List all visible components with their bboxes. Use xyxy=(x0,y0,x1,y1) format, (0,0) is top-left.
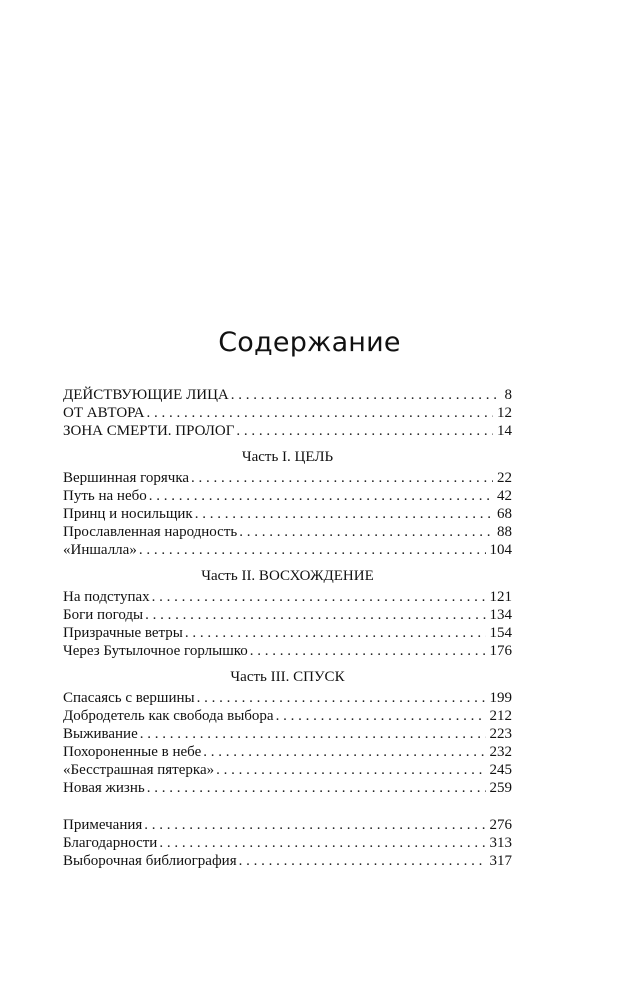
toc-entry-page: 232 xyxy=(489,744,512,760)
toc-entry-title: ОТ АВТОРА xyxy=(63,405,145,421)
toc-entry-page: 88 xyxy=(497,524,512,540)
dot-leader xyxy=(144,816,485,834)
toc-entry[interactable] xyxy=(63,523,512,541)
toc-entry-title: Выживание xyxy=(63,726,138,742)
toc-entry[interactable] xyxy=(63,816,512,834)
toc-entry-title: Выборочная библиография xyxy=(63,853,237,869)
toc-entry-title: На подступах xyxy=(63,589,150,605)
part-heading: Часть I. ЦЕЛЬ xyxy=(241,449,334,465)
dot-leader xyxy=(236,422,493,440)
toc-entry[interactable] xyxy=(63,487,512,505)
dot-leader xyxy=(145,606,485,624)
section-spacer xyxy=(63,797,512,816)
toc-entry[interactable] xyxy=(63,606,512,624)
dot-leader xyxy=(185,624,486,642)
toc-entry-page: 276 xyxy=(489,817,512,833)
page-title: Содержание xyxy=(218,327,401,358)
toc-entry-page: 22 xyxy=(497,470,512,486)
dot-leader xyxy=(239,523,493,541)
toc-entry-page: 104 xyxy=(489,542,512,558)
toc-entry-page: 42 xyxy=(497,488,512,504)
toc-entry-page: 245 xyxy=(489,762,512,778)
toc-entry[interactable] xyxy=(63,852,512,870)
toc-entry-title: Благодарности xyxy=(63,835,158,851)
toc-entry[interactable] xyxy=(63,404,512,422)
part-heading: Часть II. ВОСХОЖДЕНИЕ xyxy=(201,568,374,584)
dot-leader xyxy=(147,779,486,797)
table-of-contents xyxy=(63,386,512,870)
toc-entry-page: 199 xyxy=(489,690,512,706)
toc-entry[interactable] xyxy=(63,725,512,743)
toc-entry-page: 68 xyxy=(497,506,512,522)
toc-entry-page: 12 xyxy=(497,405,512,421)
toc-entry-title: Похороненные в небе xyxy=(63,744,202,760)
toc-entry-title: Примечания xyxy=(63,817,143,833)
toc-entry-page: 212 xyxy=(489,708,512,724)
toc-entry[interactable] xyxy=(63,624,512,642)
toc-entry[interactable] xyxy=(63,505,512,523)
dot-leader xyxy=(152,588,486,606)
dot-leader xyxy=(146,404,493,422)
back-matter-list xyxy=(63,816,512,870)
toc-entry-page: 14 xyxy=(497,423,512,439)
toc-entry[interactable] xyxy=(63,541,512,559)
toc-entry-title: «Бесстрашная пятерка» xyxy=(63,762,215,778)
toc-entry[interactable] xyxy=(63,761,512,779)
toc-entry-page: 121 xyxy=(489,589,512,605)
toc-entry-page: 317 xyxy=(489,853,512,869)
toc-entry-title: «Иншалла» xyxy=(63,542,137,558)
toc-entry[interactable] xyxy=(63,689,512,707)
toc-entry[interactable] xyxy=(63,386,512,404)
dot-leader xyxy=(197,689,486,707)
toc-entry-title: Новая жизнь xyxy=(63,780,145,796)
toc-entry-title: Через Бутылочное горлышко xyxy=(63,643,248,659)
toc-entry-page: 176 xyxy=(489,643,512,659)
dot-leader xyxy=(203,743,485,761)
dot-leader xyxy=(140,725,486,743)
dot-leader xyxy=(139,541,486,559)
toc-entry-page: 154 xyxy=(489,625,512,641)
toc-entry-title: Принц и носильщик xyxy=(63,506,193,522)
toc-entry-title: Прославленная народность xyxy=(63,524,238,540)
toc-entry-title: ДЕЙСТВУЮЩИЕ ЛИЦА xyxy=(63,387,229,403)
toc-entry[interactable] xyxy=(63,834,512,852)
dot-leader xyxy=(216,761,485,779)
toc-entry[interactable] xyxy=(63,642,512,660)
part-heading: Часть III. СПУСК xyxy=(230,669,345,685)
toc-entry-title: Боги погоды xyxy=(63,607,144,623)
toc-entry[interactable] xyxy=(63,779,512,797)
toc-entry-page: 223 xyxy=(489,726,512,742)
toc-entry-title: ЗОНА СМЕРТИ. ПРОЛОГ xyxy=(63,423,235,439)
part-3-section xyxy=(63,668,512,797)
dot-leader xyxy=(276,707,486,725)
toc-entry-title: Спасаясь с вершины xyxy=(63,690,195,706)
toc-entry-title: Добродетель как свобода выбора xyxy=(63,708,274,724)
toc-entry[interactable] xyxy=(63,743,512,761)
toc-entry-page: 8 xyxy=(504,387,512,403)
dot-leader xyxy=(149,487,493,505)
toc-entry[interactable] xyxy=(63,707,512,725)
dot-leader xyxy=(195,505,493,523)
dot-leader xyxy=(191,469,493,487)
toc-entry-title: Путь на небо xyxy=(63,488,147,504)
toc-entry-page: 259 xyxy=(489,780,512,796)
toc-entry-page: 134 xyxy=(489,607,512,623)
toc-entry-page: 313 xyxy=(489,835,512,851)
front-matter-list xyxy=(63,386,512,440)
dot-leader xyxy=(250,642,486,660)
toc-entry[interactable] xyxy=(63,422,512,440)
dot-leader xyxy=(239,852,486,870)
part-1-section xyxy=(63,448,512,559)
toc-entry-title: Вершинная горячка xyxy=(63,470,190,486)
toc-entry-title: Призрачные ветры xyxy=(63,625,183,641)
part-2-section xyxy=(63,567,512,660)
toc-entry[interactable] xyxy=(63,469,512,487)
dot-leader xyxy=(159,834,485,852)
dot-leader xyxy=(231,386,501,404)
toc-entry[interactable] xyxy=(63,588,512,606)
